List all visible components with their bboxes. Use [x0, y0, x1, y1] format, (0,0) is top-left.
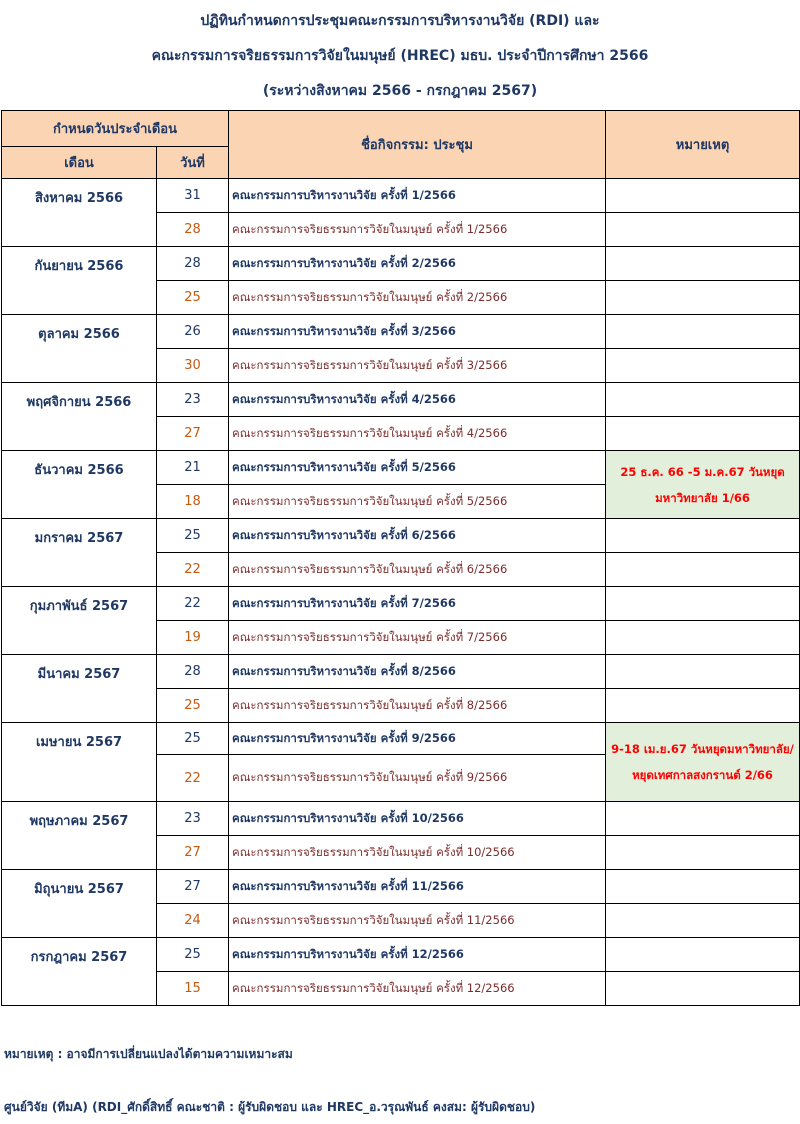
header-activity: ชื่อกิจกรรม: ประชุม: [229, 111, 606, 179]
holiday-note: 25 ธ.ค. 66 -5 ม.ค.67 วันหยุดมหาวิทยาลัย 1/66: [606, 451, 800, 519]
rdi-day: 22: [157, 587, 229, 621]
hrec-day: 19: [157, 621, 229, 655]
note-cell: [606, 836, 800, 870]
note-cell: [606, 213, 800, 247]
rdi-day: 27: [157, 870, 229, 904]
holiday-note: 9-18 เม.ย.67 วันหยุดมหาวิทยาลัย/หยุดเทศกาลสงกรานต์ 2/66: [606, 723, 800, 802]
hrec-activity: คณะกรรมการจริยธรรมการวิจัยในมนุษย์ ครั้งที่ 3/2566: [229, 349, 606, 383]
note-cell: [606, 349, 800, 383]
rdi-day: 26: [157, 315, 229, 349]
table-row: [2, 587, 800, 621]
rdi-activity: คณะกรรมการบริหารงานวิจัย ครั้งที่ 12/2566: [229, 938, 606, 972]
hrec-activity: คณะกรรมการจริยธรรมการวิจัยในมนุษย์ ครั้งที่ 4/2566: [229, 417, 606, 451]
schedule-body: [2, 179, 800, 1006]
rdi-activity: คณะกรรมการบริหารงานวิจัย ครั้งที่ 11/2566: [229, 870, 606, 904]
hrec-day: 30: [157, 349, 229, 383]
page-title-line-2: คณะกรรมการจริยธรรมการวิจัยในมนุษย์ (HREC) มธบ. ประจำปีการศึกษา 2566: [151, 48, 649, 64]
month-cell: ตุลาคม 2566: [2, 315, 157, 383]
table-row: [2, 938, 800, 972]
hrec-day: 22: [157, 553, 229, 587]
hrec-day: 27: [157, 836, 229, 870]
note-cell: [606, 315, 800, 349]
table-row: [2, 723, 800, 755]
month-cell: กันยายน 2566: [2, 247, 157, 315]
table-row: [2, 179, 800, 213]
note-cell: [606, 587, 800, 621]
hrec-day: 24: [157, 904, 229, 938]
meeting-schedule-table: [1, 110, 800, 1006]
rdi-activity: คณะกรรมการบริหารงานวิจัย ครั้งที่ 8/2566: [229, 655, 606, 689]
note-cell: [606, 689, 800, 723]
rdi-day: 23: [157, 383, 229, 417]
table-row: [2, 655, 800, 689]
note-cell: [606, 281, 800, 315]
footer-contact: ศูนย์วิจัย (ทีมA) (RDI_ศักดิ์สิทธิ์ คณะชาติ : ผู้รับผิดชอบ และ HREC_อ.วรุณพันธ์ คงสม: ผู้รับผิดชอบ): [4, 1100, 536, 1114]
month-cell: มกราคม 2567: [2, 519, 157, 587]
table-row: [2, 802, 800, 836]
page-title-line-1: ปฏิทินกำหนดการประชุมคณะกรรมการบริหารงานวิจัย (RDI) และ: [200, 13, 600, 29]
footer-remark: หมายเหตุ : อาจมีการเปลี่ยนแปลงได้ตามความเหมาะสม: [4, 1047, 293, 1061]
hrec-activity: คณะกรรมการจริยธรรมการวิจัยในมนุษย์ ครั้งที่ 12/2566: [229, 972, 606, 1006]
hrec-activity: คณะกรรมการจริยธรรมการวิจัยในมนุษย์ ครั้งที่ 11/2566: [229, 904, 606, 938]
rdi-activity: คณะกรรมการบริหารงานวิจัย ครั้งที่ 6/2566: [229, 519, 606, 553]
note-cell: [606, 938, 800, 972]
month-cell: เมษายน 2567: [2, 723, 157, 802]
table-row: [2, 315, 800, 349]
page-title-period: (ระหว่างสิงหาคม 2566 - กรกฎาคม 2567): [262, 83, 538, 99]
hrec-activity: คณะกรรมการจริยธรรมการวิจัยในมนุษย์ ครั้งที่ 7/2566: [229, 621, 606, 655]
month-cell: กรกฎาคม 2567: [2, 938, 157, 1006]
hrec-day: 27: [157, 417, 229, 451]
hrec-activity: คณะกรรมการจริยธรรมการวิจัยในมนุษย์ ครั้งที่ 9/2566: [229, 755, 606, 802]
table-row: [2, 519, 800, 553]
hrec-activity: คณะกรรมการจริยธรรมการวิจัยในมนุษย์ ครั้งที่ 5/2566: [229, 485, 606, 519]
note-cell: [606, 870, 800, 904]
hrec-activity: คณะกรรมการจริยธรรมการวิจัยในมนุษย์ ครั้งที่ 6/2566: [229, 553, 606, 587]
month-cell: สิงหาคม 2566: [2, 179, 157, 247]
table-row: [2, 870, 800, 904]
hrec-day: 25: [157, 689, 229, 723]
note-cell: [606, 179, 800, 213]
hrec-activity: คณะกรรมการจริยธรรมการวิจัยในมนุษย์ ครั้งที่ 1/2566: [229, 213, 606, 247]
hrec-day: 28: [157, 213, 229, 247]
rdi-activity: คณะกรรมการบริหารงานวิจัย ครั้งที่ 7/2566: [229, 587, 606, 621]
month-cell: มีนาคม 2567: [2, 655, 157, 723]
table-row: [2, 451, 800, 485]
note-cell: [606, 802, 800, 836]
note-cell: [606, 417, 800, 451]
month-cell: กุมภาพันธ์ 2567: [2, 587, 157, 655]
header-schedule-group: กำหนดวันประจำเดือน: [2, 111, 229, 147]
rdi-activity: คณะกรรมการบริหารงานวิจัย ครั้งที่ 4/2566: [229, 383, 606, 417]
hrec-activity: คณะกรรมการจริยธรรมการวิจัยในมนุษย์ ครั้งที่ 2/2566: [229, 281, 606, 315]
rdi-activity: คณะกรรมการบริหารงานวิจัย ครั้งที่ 5/2566: [229, 451, 606, 485]
note-cell: [606, 383, 800, 417]
rdi-day: 23: [157, 802, 229, 836]
rdi-activity: คณะกรรมการบริหารงานวิจัย ครั้งที่ 10/2566: [229, 802, 606, 836]
note-cell: [606, 247, 800, 281]
rdi-day: 25: [157, 519, 229, 553]
hrec-activity: คณะกรรมการจริยธรรมการวิจัยในมนุษย์ ครั้งที่ 8/2566: [229, 689, 606, 723]
rdi-day: 25: [157, 938, 229, 972]
note-cell: [606, 904, 800, 938]
hrec-activity: คณะกรรมการจริยธรรมการวิจัยในมนุษย์ ครั้งที่ 10/2566: [229, 836, 606, 870]
hrec-day: 18: [157, 485, 229, 519]
note-cell: [606, 519, 800, 553]
month-cell: มิถุนายน 2567: [2, 870, 157, 938]
rdi-day: 21: [157, 451, 229, 485]
hrec-day: 15: [157, 972, 229, 1006]
header-day: วันที่: [157, 147, 229, 179]
note-cell: [606, 553, 800, 587]
rdi-day: 28: [157, 247, 229, 281]
rdi-activity: คณะกรรมการบริหารงานวิจัย ครั้งที่ 9/2566: [229, 723, 606, 755]
rdi-activity: คณะกรรมการบริหารงานวิจัย ครั้งที่ 3/2566: [229, 315, 606, 349]
table-row: [2, 383, 800, 417]
rdi-activity: คณะกรรมการบริหารงานวิจัย ครั้งที่ 1/2566: [229, 179, 606, 213]
note-cell: [606, 621, 800, 655]
rdi-day: 28: [157, 655, 229, 689]
month-cell: พฤศจิกายน 2566: [2, 383, 157, 451]
table-row: [2, 247, 800, 281]
rdi-activity: คณะกรรมการบริหารงานวิจัย ครั้งที่ 2/2566: [229, 247, 606, 281]
hrec-day: 22: [157, 755, 229, 802]
note-cell: [606, 972, 800, 1006]
month-cell: ธันวาคม 2566: [2, 451, 157, 519]
header-month: เดือน: [2, 147, 157, 179]
rdi-day: 31: [157, 179, 229, 213]
note-cell: [606, 655, 800, 689]
month-cell: พฤษภาคม 2567: [2, 802, 157, 870]
header-note: หมายเหตุ: [606, 111, 800, 179]
hrec-day: 25: [157, 281, 229, 315]
rdi-day: 25: [157, 723, 229, 755]
